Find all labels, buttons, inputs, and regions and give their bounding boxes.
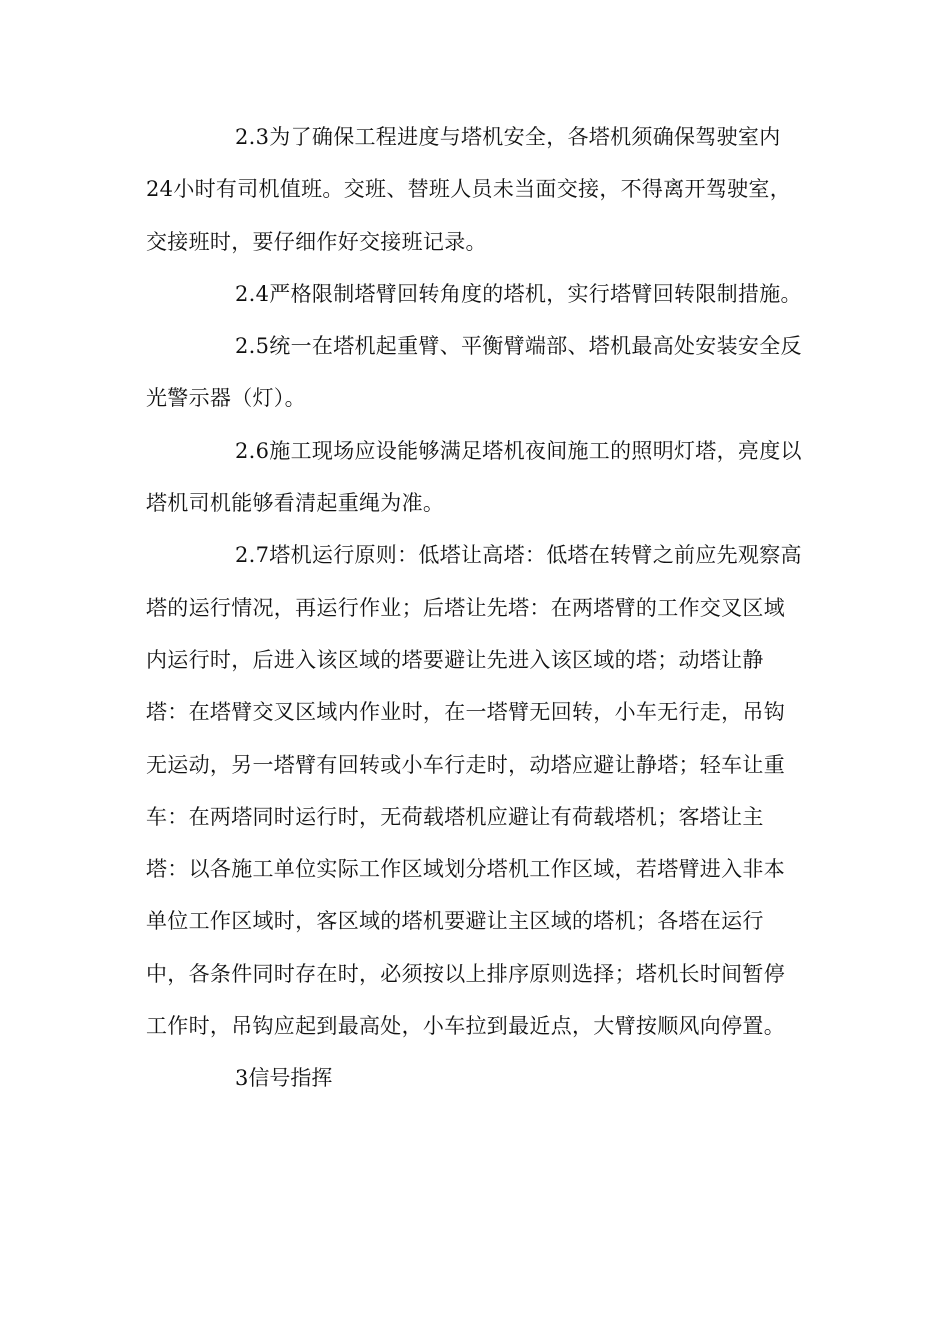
- paragraph-2-5: 2.5统一在塔机起重臂、平衡臂端部、塔机最高处安装安全反光警示器（灯）。: [146, 334, 802, 411]
- paragraph-2-7: 2.7塔机运行原则：低塔让高塔：低塔在转臂之前应先观察高塔的运行情况，再运行作业；后塔让先塔：在两塔臂的工作交叉区域内运行时，后进入该区域的塔要避让先进入该区域的塔；动塔让静塔：在塔臂交叉区域内作业时，在一塔臂无回转，小车无行走，吊钩无运动，另一塔臂有回转或小车行走时，动塔应避让静塔；轻车让重车：在两塔同时运行时，无荷载塔机应避让有荷载塔机；客塔让主塔：以各施工单位实际工作区域划分塔机工作区域，若塔臂进入非本单位工作区域时，客区域的塔机要避让主区域的塔机；各塔在运行中，各条件同时存在时，必须按以上排序原则选择；塔机长时间暂停工作时，吊钩应起到最高处，小车拉到最近点，大臂按顺风向停置。: [146, 543, 802, 1039]
- section-heading: 3信号指挥: [235, 1066, 333, 1091]
- paragraph-2-6: 2.6施工现场应设能够满足塔机夜间施工的照明灯塔，亮度以塔机司机能够看清起重绳为准。: [146, 438, 802, 516]
- paragraph-2-3: 2.3为了确保工程进度与塔机安全，各塔机须确保驾驶室内24小时有司机值班。交班、替班人员未当面交接，不得离开驾驶室，交接班时，要仔细作好交接班记录。: [146, 125, 792, 254]
- document-body: [146, 111, 806, 1105]
- paragraph-2-4: 2.4严格限制塔臂回转角度的塔机，实行塔臂回转限制措施。: [235, 281, 802, 306]
